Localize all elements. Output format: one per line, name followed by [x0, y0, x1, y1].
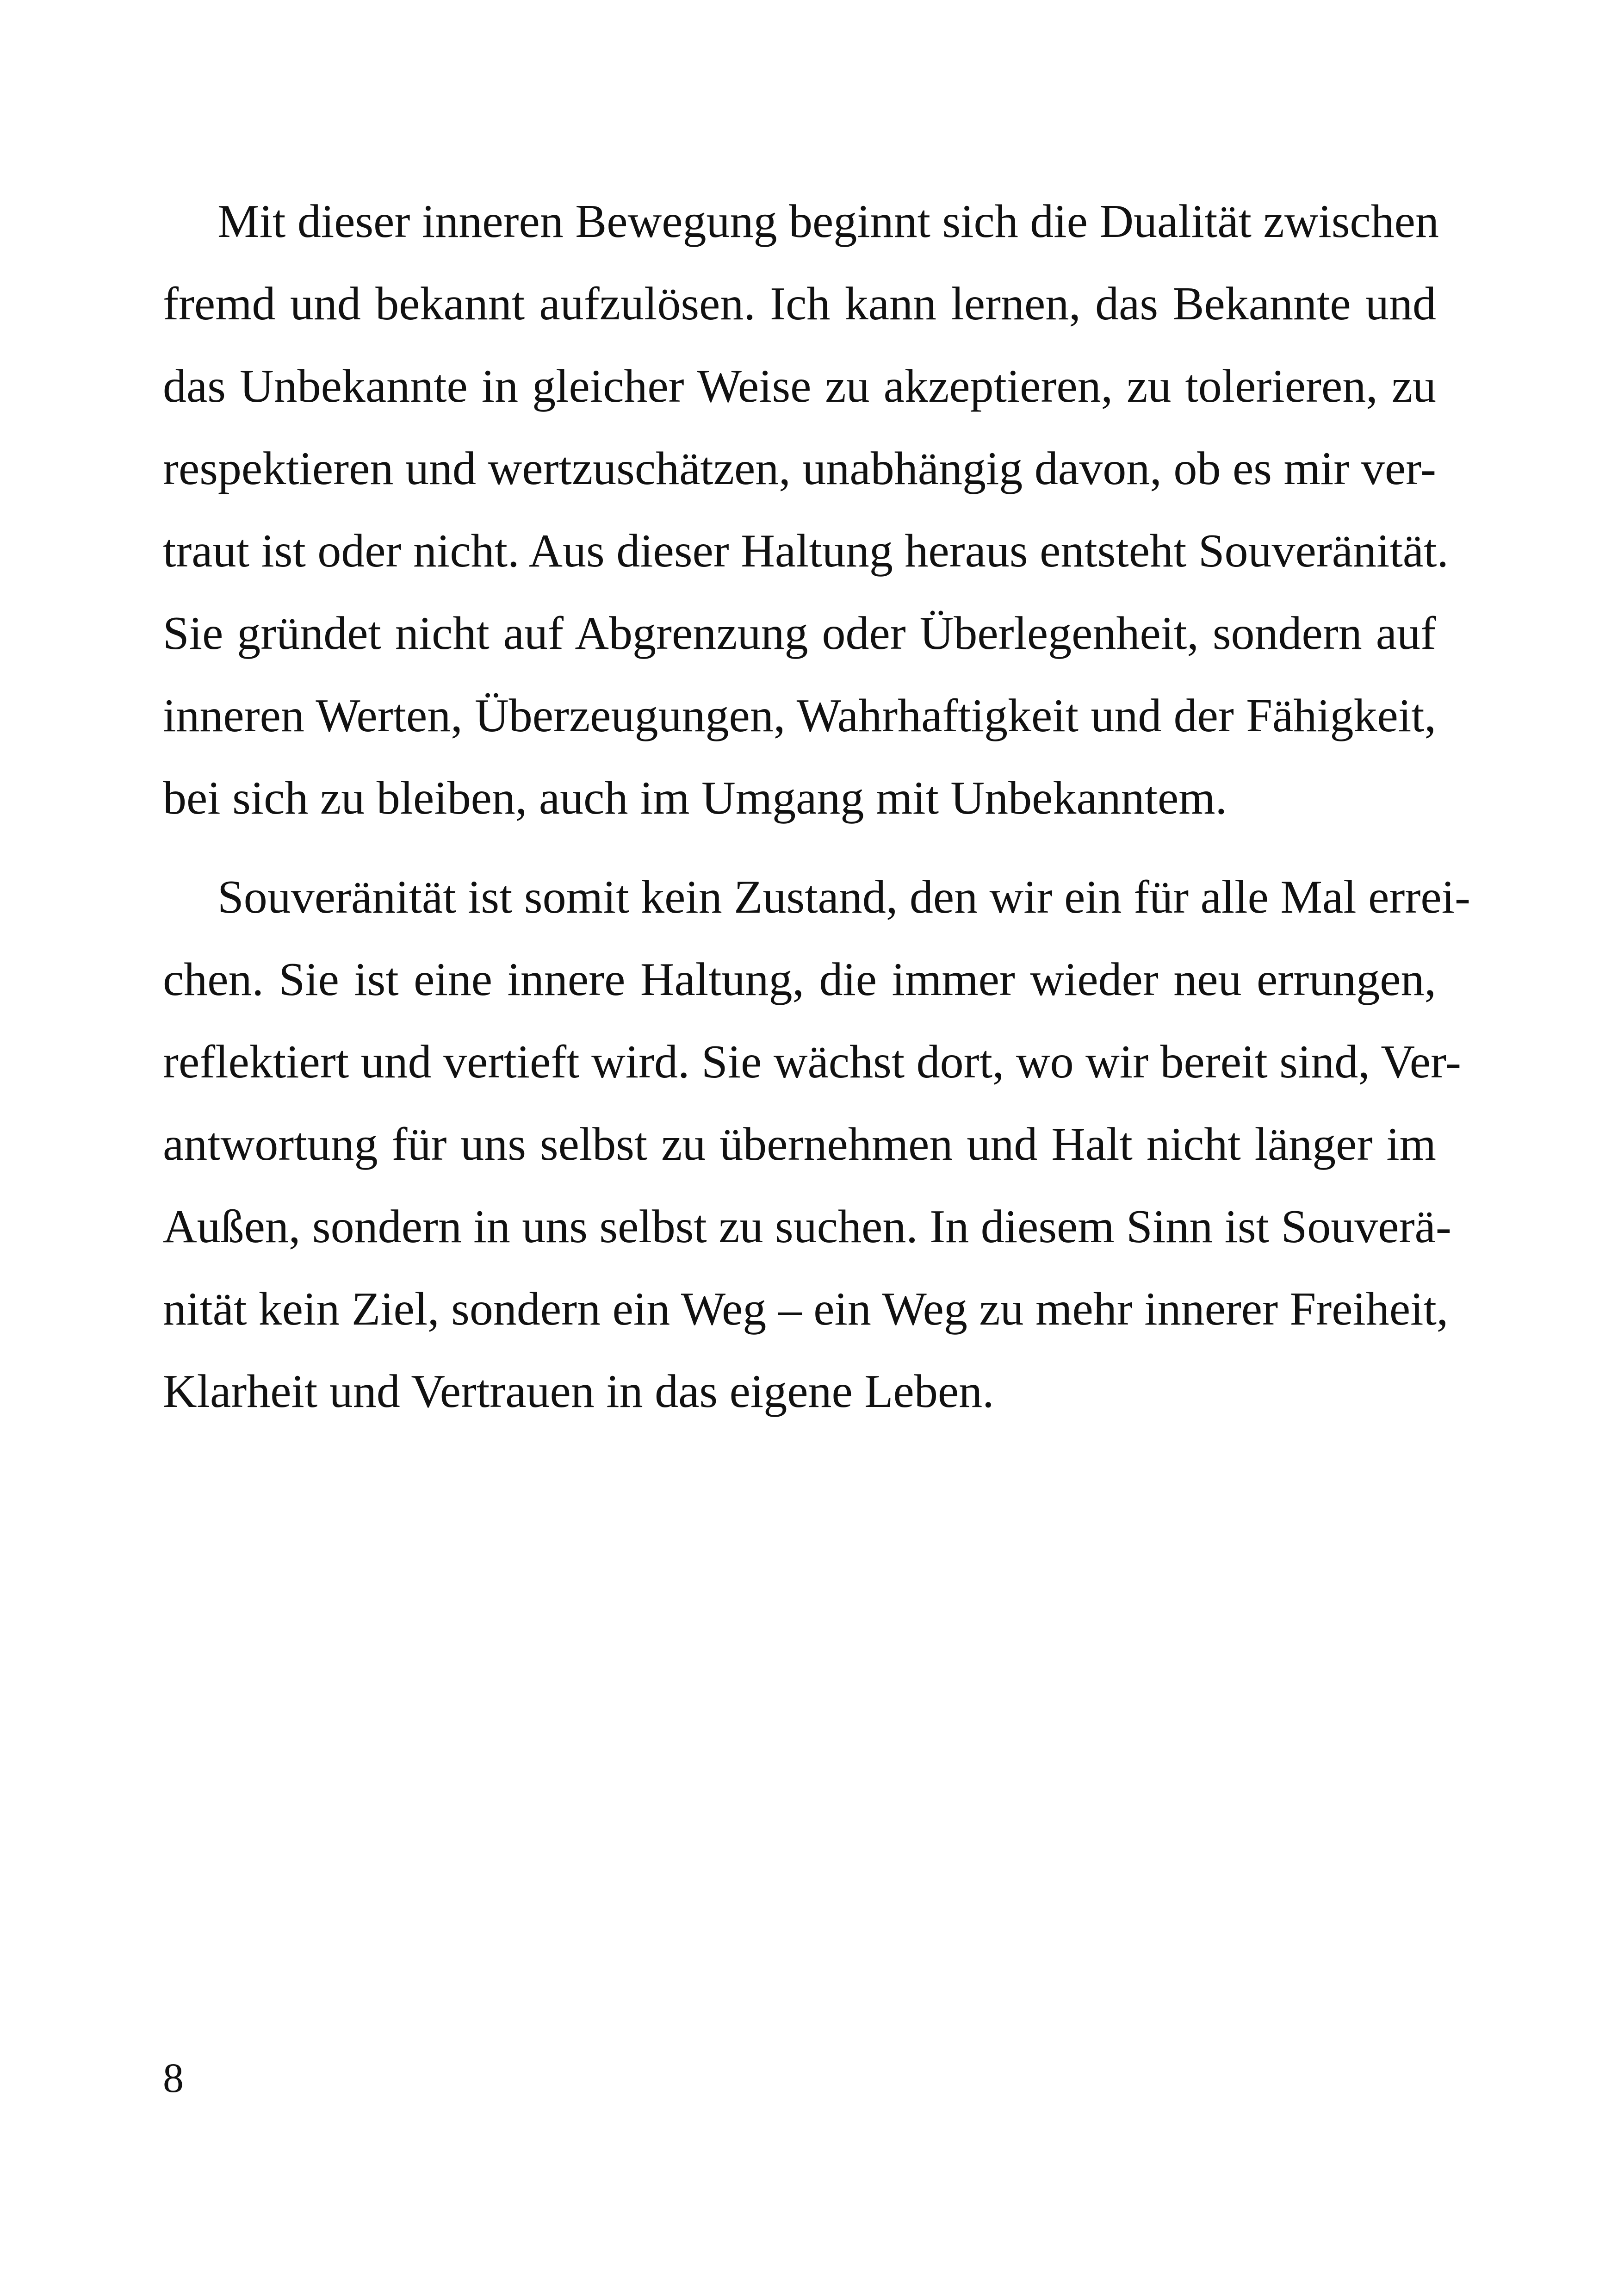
text-line: chen. Sie ist eine innere Haltung, die immer wieder neu errungen,	[163, 953, 1436, 1006]
text-line: Mit dieser inneren Bewegung beginnt sich die Dualität zwischen	[217, 195, 1439, 248]
paragraph-spacer	[163, 840, 1436, 856]
text-line: Souveränität ist somit kein Zustand, den wir ein für alle Mal errei-	[217, 871, 1470, 923]
text-line: Außen, sondern in uns selbst zu suchen. In diesem Sinn ist Souverä-	[163, 1201, 1451, 1253]
text-line: inneren Werten, Überzeugungen, Wahrhaftigkeit und der Fähigkeit,	[163, 690, 1436, 742]
paragraph-2	[163, 856, 1470, 1433]
text-line: reflektiert und vertieft wird. Sie wächst dort, wo wir bereit sind, Ver-	[163, 1036, 1461, 1088]
text-line: antwortung für uns selbst zu übernehmen und Halt nicht länger im	[163, 1118, 1436, 1170]
text-line: fremd und bekannt aufzulösen. Ich kann lernen, das Bekannte und	[163, 278, 1436, 330]
text-line: das Unbekannte in gleicher Weise zu akzeptieren, zu tolerieren, zu	[163, 360, 1436, 412]
text-line: bei sich zu bleiben, auch im Umgang mit Unbekanntem.	[163, 772, 1227, 824]
paragraph-1	[163, 180, 1449, 840]
text-line: respektieren und wertzuschätzen, unabhängig davon, ob es mir ver-	[163, 442, 1436, 495]
text-line: Klarheit und Vertrauen in das eigene Leben.	[163, 1365, 994, 1418]
text-line: nität kein Ziel, sondern ein Weg – ein Weg zu mehr innerer Freiheit,	[163, 1283, 1449, 1335]
text-line: Sie gründet nicht auf Abgrenzung oder Überlegenheit, sondern auf	[163, 607, 1436, 660]
body-text	[163, 180, 1470, 1433]
text-line: traut ist oder nicht. Aus dieser Haltung heraus entsteht Souveränität.	[163, 525, 1449, 577]
page-number: 8	[163, 2055, 184, 2101]
